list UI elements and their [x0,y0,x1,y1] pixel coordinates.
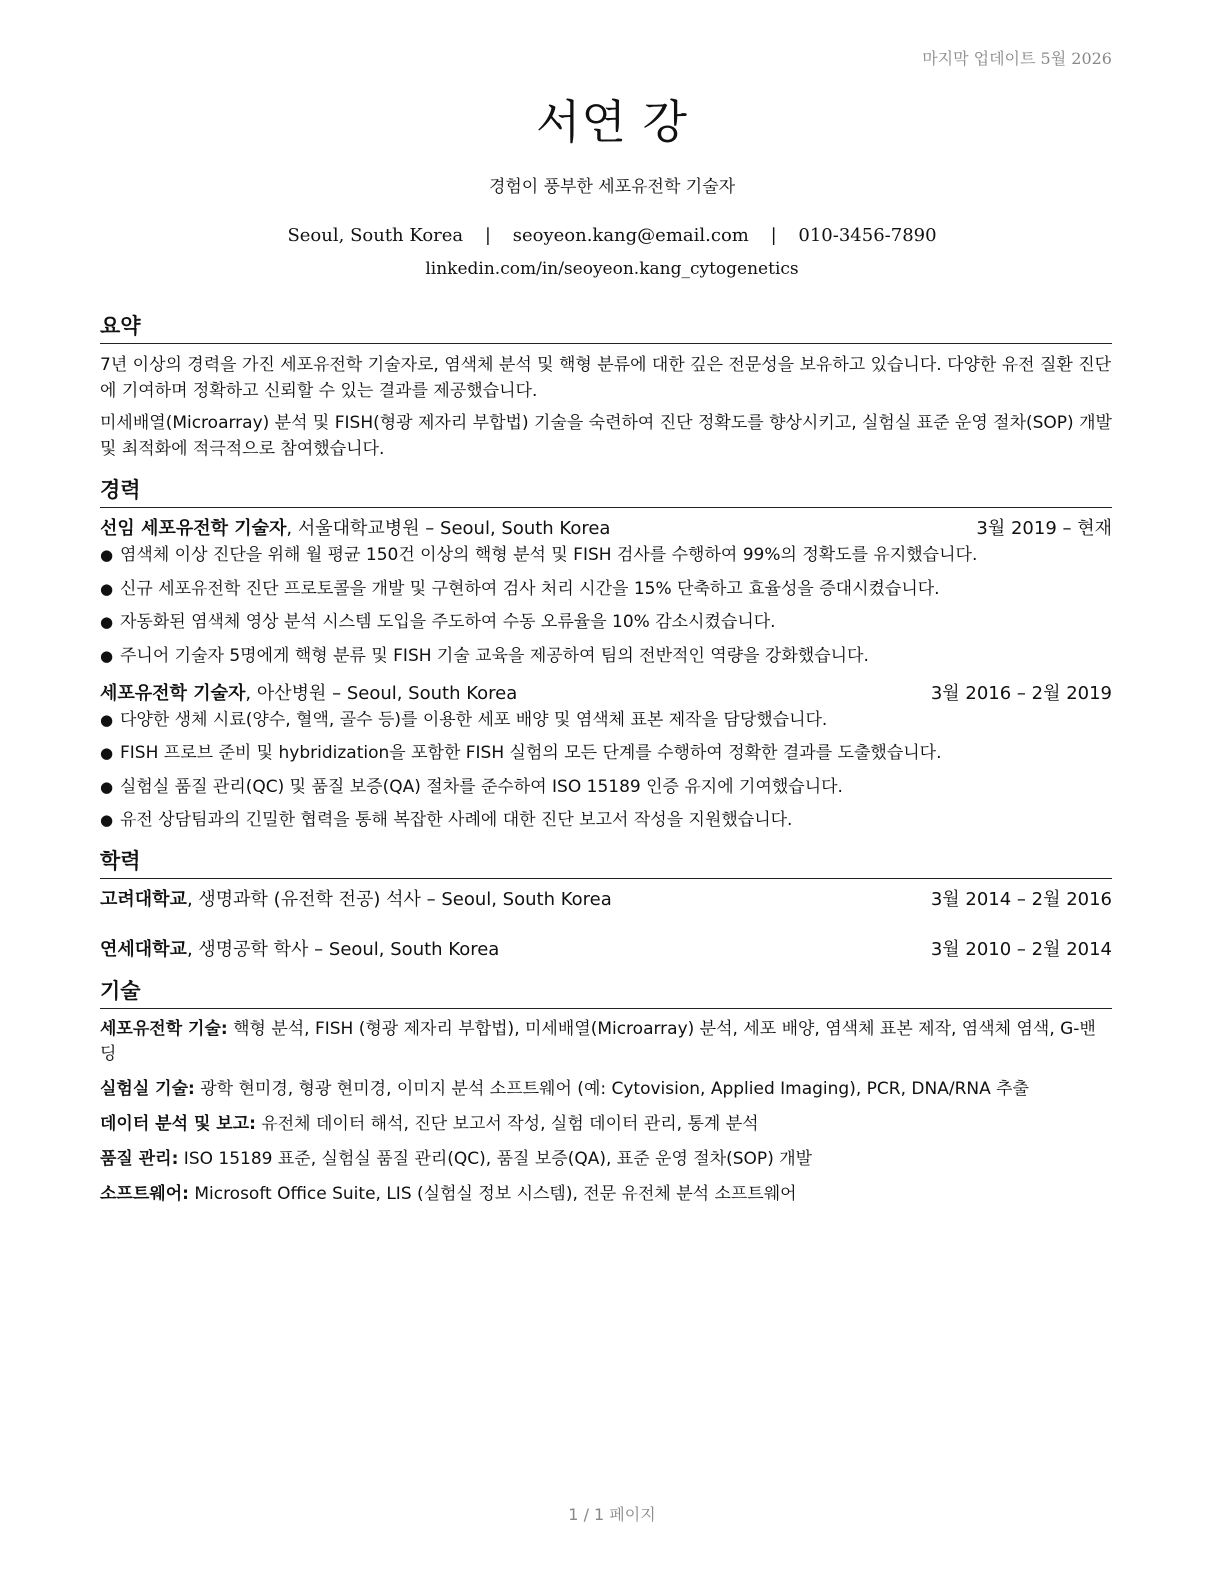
resume-body [100,310,1112,1219]
candidate-subtitle: 경험이 풍부한 세포유전학 기술자 [488,177,736,197]
skill-text: 광학 현미경, 형광 현미경, 이미지 분석 소프트웨어 (예: Cytovision, Applied Imaging), PCR, DNA/RNA 추출 [194,1079,1029,1099]
bullet-icon: ● [100,579,114,598]
contact-phone: 010-3456-7890 [798,225,937,246]
candidate-name: 서연 강 [536,95,688,149]
skill-line [100,1112,1112,1137]
bullet-icon: ● [100,811,114,829]
skill-label: 데이터 분석 및 보고: [100,1114,256,1134]
list-item: ● 유전 상담팀과의 긴밀한 협력을 통해 복잡한 사례에 대한 진단 보고서 작성을 지원했습니다. [100,810,793,830]
school-name: 고려대학교 [100,889,187,910]
list-item: ● 신규 세포유전학 진단 프로토콜을 개발 및 구현하여 검사 처리 시간을 15% 단축하고 효율성을 증대시켰습니다. [100,578,940,599]
job-role: 세포유전학 기술자 [100,682,246,704]
summary-paragraph: 7년 이상의 경력을 가진 세포유전학 기술자로, 염색체 분석 및 핵형 분류에 대한 깊은 전문성을 보유하고 있습니다. 다양한 유전 질환 진단에 기여하며 정확하고 신뢰할 수 있는 결과를 제공했습니다. [100,355,1112,401]
skill-label: 품질 관리: [100,1149,179,1169]
skills-section [100,975,1112,1207]
bullet-icon: ● [100,744,114,762]
job-dates: 3월 2019 – 현재 [976,518,1112,539]
page-number: 1 / 1 페이지 [568,1505,656,1524]
list-item: ● 자동화된 염색체 영상 분석 시스템 도입을 주도하여 수동 오류율을 10% 감소시켰습니다. [100,612,776,632]
contact-line [0,225,1224,246]
section-title-skills: 기술 [100,975,1112,1009]
skill-line [100,1147,1112,1172]
contact-email[interactable]: seoyeon.kang@email.com [512,225,749,246]
contact-linkedin[interactable]: linkedin.com/in/seoyeon.kang_cytogenetics [425,259,799,279]
skill-line [100,1077,1112,1102]
section-title-summary: 요약 [100,310,1112,344]
contact-location: Seoul, South Korea [287,225,464,246]
job-org: , 서울대학교병원 – Seoul, South Korea [286,518,611,539]
bullet-icon: ● [100,777,114,796]
contact-separator: | [770,225,777,246]
skill-text: Microsoft Office Suite, LIS (실험실 정보 시스템), 전문 유전체 분석 소프트웨어 [188,1184,797,1204]
bullet-icon: ● [100,546,114,564]
summary-section [100,310,1112,462]
skill-line [100,1017,1112,1067]
skill-label: 소프트웨어: [100,1184,189,1204]
skill-line [100,1182,1112,1207]
section-title-experience: 경력 [100,474,1112,508]
degree-detail: , 생명공학 학사 – Seoul, South Korea [186,939,500,960]
list-item: ● 실험실 품질 관리(QC) 및 품질 보증(QA) 절차를 준수하여 ISO 15189 인증 유지에 기여했습니다. [100,776,843,797]
school-name: 연세대학교 [100,939,187,960]
skill-label: 세포유전학 기술: [100,1019,228,1039]
skill-text: 유전체 데이터 해석, 진단 보고서 작성, 실험 데이터 관리, 통계 분석 [255,1114,759,1134]
contact-separator: | [484,225,491,246]
skill-text: 핵형 분석, FISH (형광 제자리 부합법), 미세배열(Microarray) 분석, 세포 배양, 염색체 표본 제작, 염색체 염색, G-밴딩 [100,1019,1096,1064]
list-item: ● 다양한 생체 시료(양수, 혈액, 골수 등)를 이용한 세포 배양 및 염색체 표본 제작을 담당했습니다. [100,709,828,730]
experience-section [100,474,1112,831]
skill-label: 실험실 기술: [100,1079,195,1099]
degree-detail: , 생명과학 (유전학 전공) 석사 – Seoul, South Korea [186,889,612,910]
summary-paragraph: 미세배열(Microarray) 분석 및 FISH(형광 제자리 부합법) 기술을 숙련하여 진단 정확도를 향상시키고, 실험실 표준 운영 절차(SOP) 개발 및 최적화에 적극적으로 참여했습니다. [100,413,1112,459]
list-item: ● 주니어 기술자 5명에게 핵형 분류 및 FISH 기술 교육을 제공하여 팀의 전반적인 역량을 강화했습니다. [100,645,869,666]
job-entry [100,681,1112,832]
education-dates: 3월 2010 – 2월 2014 [930,939,1112,960]
education-entry [100,937,1112,963]
bullet-icon: ● [100,613,114,631]
bullet-icon: ● [100,710,114,729]
job-org: , 아산병원 – Seoul, South Korea [245,682,518,704]
education-dates: 3월 2014 – 2월 2016 [930,889,1112,910]
list-item: ● 염색체 이상 진단을 위해 월 평균 150건 이상의 핵형 분석 및 FISH 검사를 수행하여 99%의 정확도를 유지했습니다. [100,545,978,565]
job-dates: 3월 2016 – 2월 2019 [930,682,1112,704]
bullet-icon: ● [100,646,114,665]
list-item: ● FISH 프로브 준비 및 hybridization을 포함한 FISH 실험의 모든 단계를 수행하여 정확한 결과를 도출했습니다. [100,743,942,763]
job-role: 선임 세포유전학 기술자 [100,518,287,539]
section-title-education: 학력 [100,845,1112,879]
education-section [100,845,1112,963]
last-updated: 마지막 업데이트 5월 2026 [922,49,1112,68]
job-entry [100,516,1112,667]
skill-text: ISO 15189 표준, 실험실 품질 관리(QC), 품질 보증(QA), 표준 운영 절차(SOP) 개발 [178,1149,813,1169]
education-entry [100,887,1112,913]
